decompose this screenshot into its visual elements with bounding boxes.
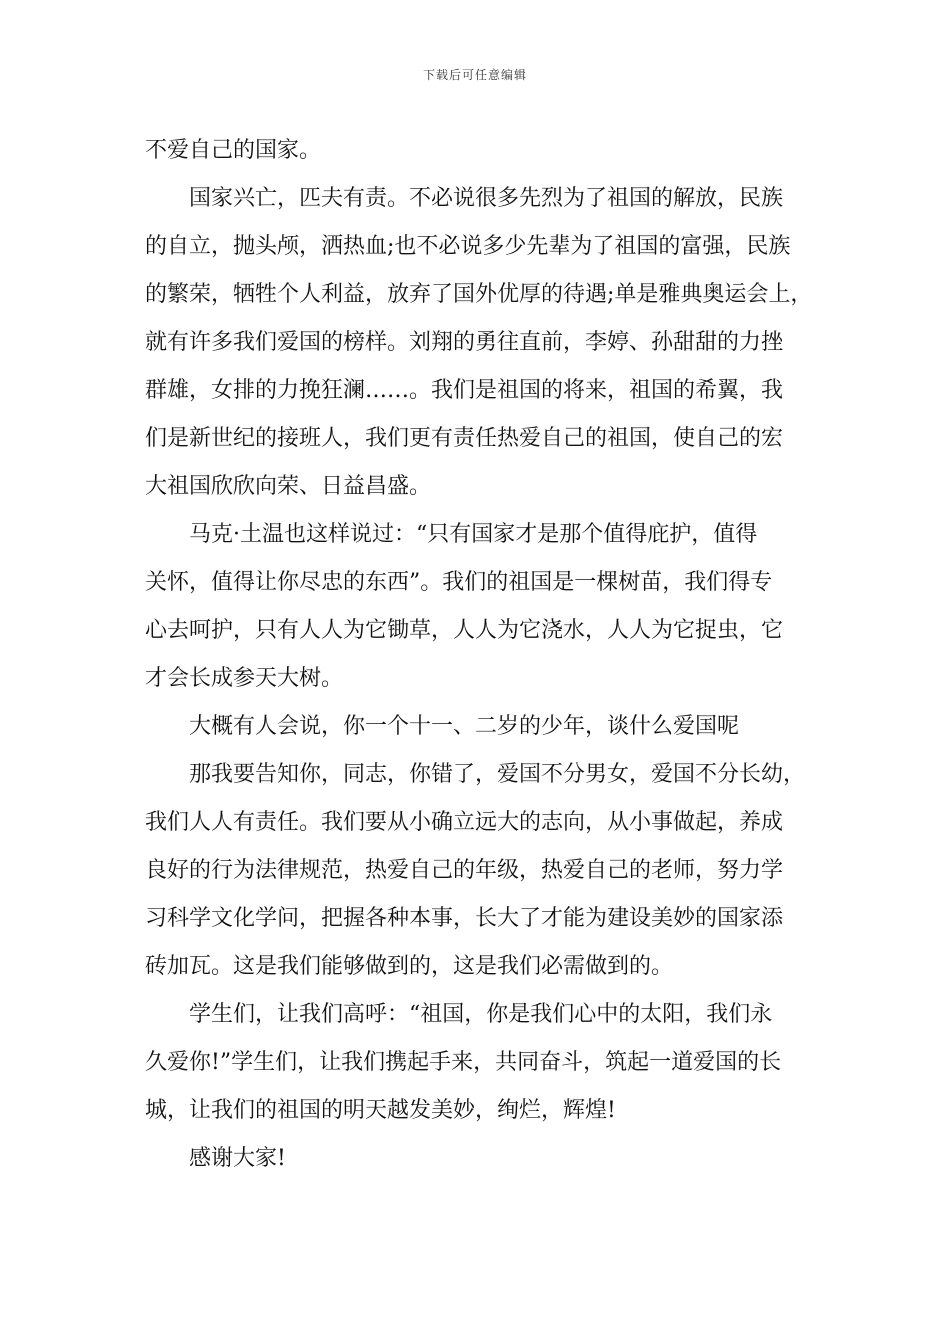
text-line: 们是新世纪的接班人，我们更有责任热爱自己的祖国，使自己的宏 [145, 426, 784, 451]
text-line: 砖加瓦。这是我们能够做到的，这是我们必需做到的。 [145, 954, 674, 979]
text-line: 学生们，让我们高呼：“祖国，你是我们心中的太阳，我们永 [189, 1002, 773, 1027]
text-line: 才会长成参天大树。 [145, 666, 344, 691]
text-line: 的繁荣，牺牲个人利益，放弃了国外优厚的待遇;单是雅典奥运会上， [145, 282, 813, 307]
text-line: 就有许多我们爱国的榜样。刘翔的勇往直前，李婷、孙甜甜的力挫 [145, 330, 784, 355]
text-line: 那我要告知你，同志，你错了，爱国不分男女，爱国不分长幼， [189, 762, 806, 787]
text-line: 大祖国欣欣向荣、日益昌盛。 [145, 474, 432, 499]
text-line: 久爱你!”学生们，让我们携起手来，共同奋斗，筑起一道爱国的长 [145, 1050, 782, 1075]
text-line: 马克·土温也这样说过：“只有国家才是那个值得庇护，值得 [189, 522, 758, 547]
text-line: 良好的行为法律规范，热爱自己的年级，热爱自己的老师，努力学 [145, 858, 784, 883]
text-line: 群雄，女排的力挽狂澜……。我们是祖国的将来，祖国的希翼，我 [145, 378, 784, 403]
page-header: 下载后可任意编辑 [422, 68, 527, 82]
text-line: 的自立，抛头颅，洒热血;也不必说多少先辈为了祖国的富强，民族 [145, 234, 791, 259]
text-line: 城，让我们的祖国的明天越发美妙，绚烂，辉煌! [145, 1098, 616, 1123]
text-line: 大概有人会说，你一个十一、二岁的少年，谈什么爱国呢 [189, 714, 740, 739]
text-line: 国家兴亡，匹夫有责。不必说很多先烈为了祖国的解放，民族 [189, 186, 784, 211]
text-line: 我们人人有责任。我们要从小确立远大的志向，从小事做起，养成 [145, 810, 784, 835]
text-line: 心去呵护，只有人人为它锄草，人人为它浇水，人人为它捉虫，它 [145, 618, 784, 643]
text-line: 关怀，值得让你尽忠的东西”。我们的祖国是一棵树苗，我们得专 [145, 570, 773, 595]
text-line: 感谢大家! [189, 1146, 286, 1171]
document-body [145, 127, 820, 1183]
text-line: 习科学文化学问，把握各种本事，长大了才能为建设美妙的国家添 [145, 906, 784, 931]
text-line: 不爱自己的国家。 [145, 138, 322, 163]
